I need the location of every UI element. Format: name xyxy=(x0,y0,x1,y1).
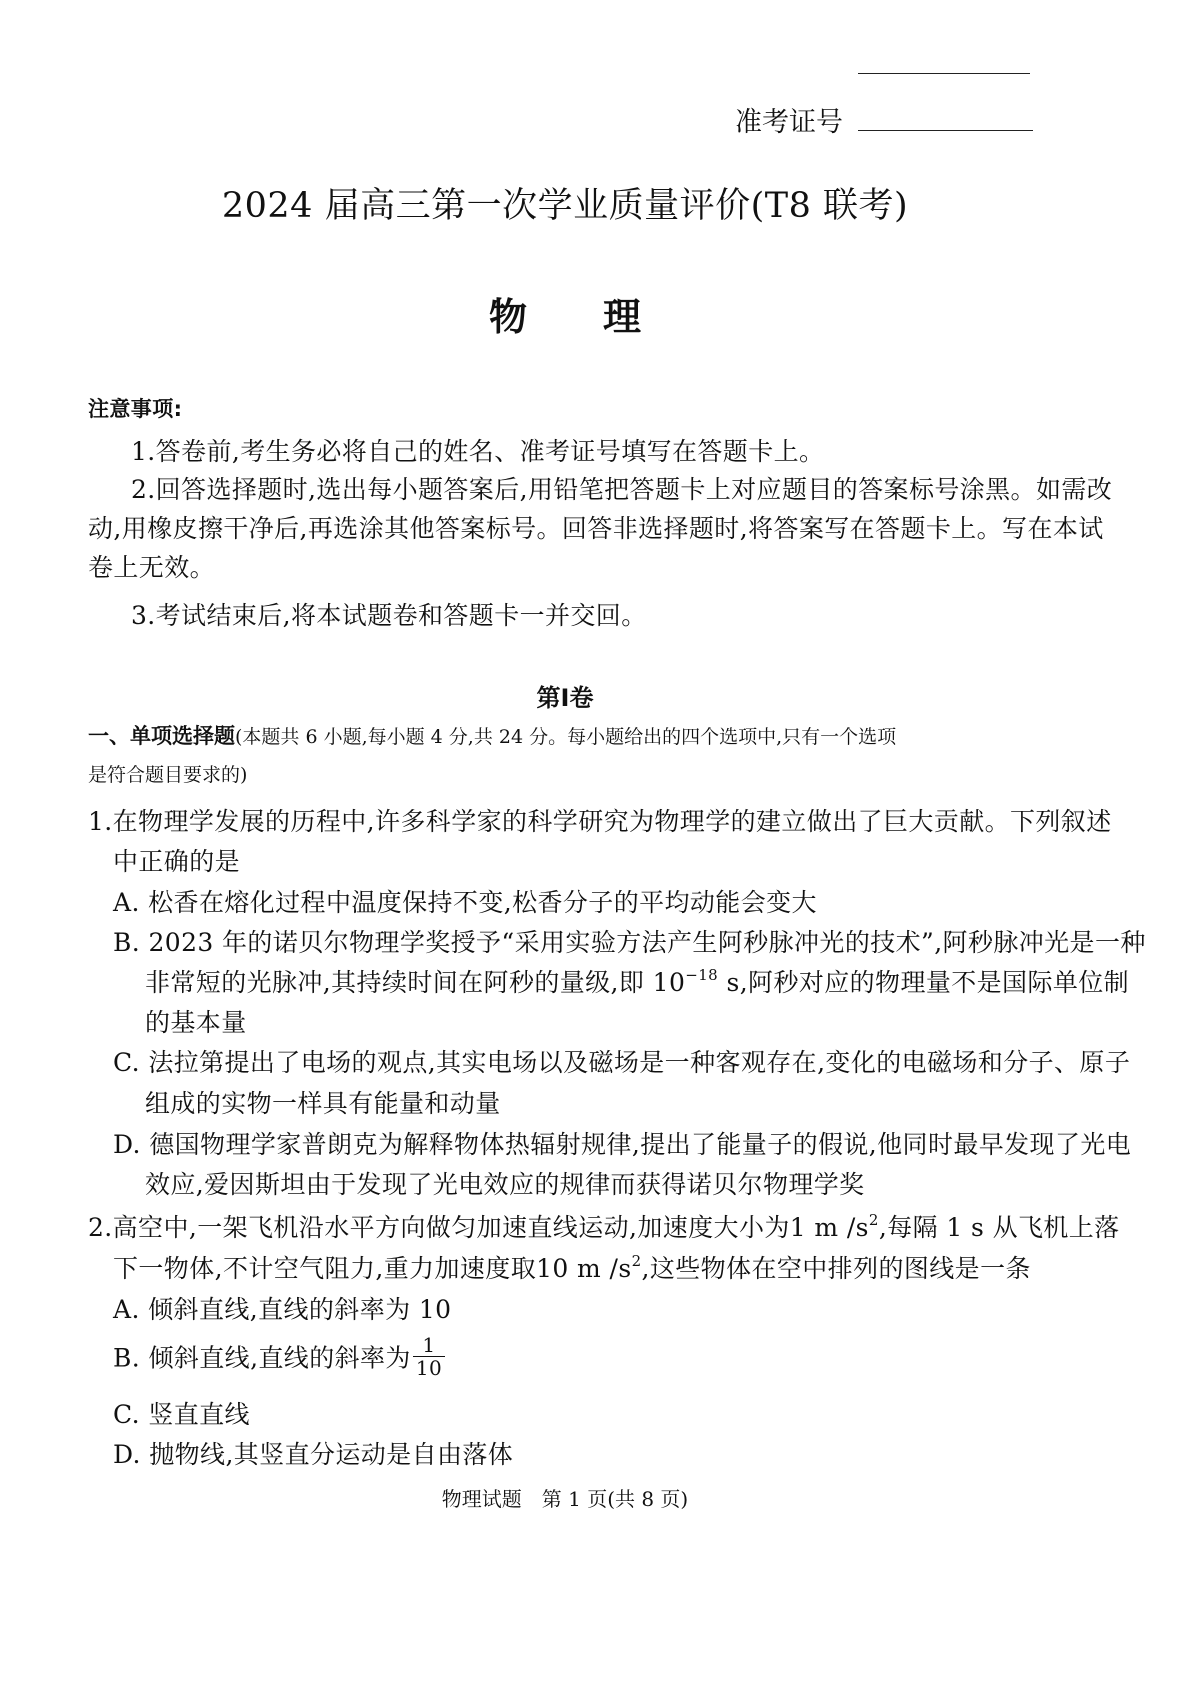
q1-b-exponent: −18 xyxy=(685,966,719,984)
section-heading: 一、单项选择题 xyxy=(88,724,235,748)
volume-title: 第Ⅰ卷 xyxy=(536,684,594,712)
subject-title: 物 理 xyxy=(488,295,641,339)
q2-stem-text-3: 下一物体,不计空气阻力,重力加速度取10 m /s xyxy=(113,1254,632,1283)
section-heading-line xyxy=(88,720,896,750)
q2-option-d: D. 抛物线,其竖直分运动是自由落体 xyxy=(113,1440,514,1469)
notice-item-1: 1.答卷前,考生务必将自己的姓名、准考证号填写在答题卡上。 xyxy=(131,437,825,466)
section-desc-cont: 是符合题目要求的) xyxy=(88,764,248,786)
q1-b-text-1: 非常短的光脉冲,其持续时间在阿秒的量级,即 10 xyxy=(145,968,686,997)
exam-id-blank[interactable] xyxy=(858,130,1033,131)
q2-option-c: C. 竖直直线 xyxy=(113,1400,250,1429)
notice-item-2: 2.回答选择题时,选出每小题答案后,用铅笔把答题卡上对应题目的答案标号涂黑。如需改 xyxy=(131,475,1113,504)
page-footer: 物理试题 第 1 页(共 8 页) xyxy=(441,1487,689,1511)
q2-stem-exponent-2: 2 xyxy=(631,1252,642,1270)
q2-stem-text-4: ,这些物体在空中排列的图线是一条 xyxy=(641,1254,1031,1283)
q2-stem xyxy=(88,1208,1120,1244)
q2-option-a: A. 倾斜直线,直线的斜率为 10 xyxy=(113,1295,452,1324)
q1-option-c: C. 法拉第提出了电场的观点,其实电场以及磁场是一种客观存在,变化的电磁场和分子、原子 xyxy=(113,1048,1131,1077)
notice-item-3: 3.考试结束后,将本试题卷和答题卡一并交回。 xyxy=(131,601,647,630)
q1-option-b-cont xyxy=(145,963,1129,999)
q1-stem-cont: 中正确的是 xyxy=(113,847,241,876)
q1-option-c-cont: 组成的实物一样具有能量和动量 xyxy=(145,1089,501,1118)
top-rule xyxy=(858,73,1030,74)
q1-option-b-end: 的基本量 xyxy=(145,1008,247,1037)
q1-option-d-cont: 效应,爱因斯坦由于发现了光电效应的规律而获得诺贝尔物理学奖 xyxy=(145,1170,865,1199)
section-desc: (本题共 6 小题,每小题 4 分,共 24 分。每小题给出的四个选项中,只有一个选项 xyxy=(235,726,897,748)
fraction-denominator: 10 xyxy=(415,1356,443,1380)
notice-heading: 注意事项: xyxy=(88,397,183,421)
q1-b-text-2: s,阿秒对应的物理量不是国际单位制 xyxy=(718,968,1130,997)
q2-stem-cont xyxy=(113,1249,1031,1285)
exam-id-label: 准考证号 xyxy=(735,107,843,138)
q2-b-fraction xyxy=(413,1334,445,1379)
q1-option-b: B. 2023 年的诺贝尔物理学奖授予“采用实验方法产生阿秒脉冲光的技术”,阿秒脉冲光是一种 xyxy=(113,928,1146,957)
q2-b-text: B. 倾斜直线,直线的斜率为 xyxy=(113,1343,411,1373)
q2-stem-text-2: ,每隔 1 s 从飞机上落 xyxy=(878,1213,1120,1242)
q2-stem-text-1: 2.高空中,一架飞机沿水平方向做匀加速直线运动,加速度大小为1 m /s xyxy=(88,1213,869,1242)
q2-option-b xyxy=(113,1334,445,1379)
fraction-numerator: 1 xyxy=(413,1334,445,1357)
exam-title: 2024 届高三第一次学业质量评价(T8 联考) xyxy=(221,186,909,226)
notice-item-2-cont: 动,用橡皮擦干净后,再选涂其他答案标号。回答非选择题时,将答案写在答题卡上。写在本试 xyxy=(88,514,1104,543)
q1-option-d: D. 德国物理学家普朗克为解释物体热辐射规律,提出了能量子的假说,他同时最早发现了光电 xyxy=(113,1130,1132,1159)
q1-stem: 1.在物理学发展的历程中,许多科学家的科学研究为物理学的建立做出了巨大贡献。下列叙述 xyxy=(88,807,1112,836)
notice-item-2-end: 卷上无效。 xyxy=(88,553,216,582)
q1-option-a: A. 松香在熔化过程中温度保持不变,松香分子的平均动能会变大 xyxy=(113,888,817,917)
q2-stem-exponent-1: 2 xyxy=(868,1211,879,1229)
